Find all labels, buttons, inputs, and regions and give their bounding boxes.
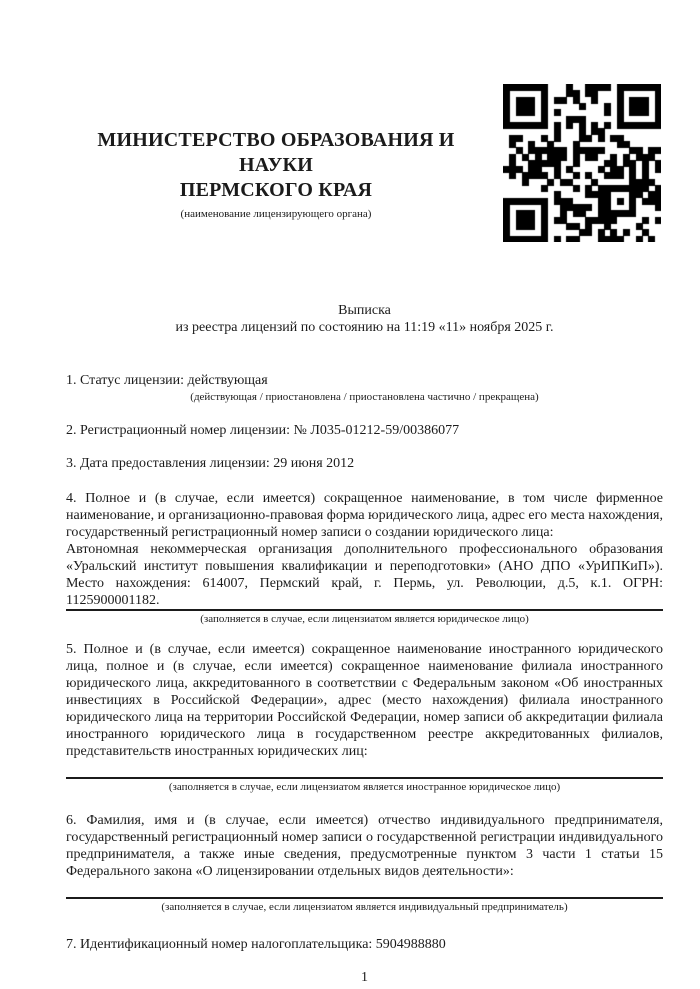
- item-text: 4. Полное и (в случае, если имеется) сокращенное наименование, в том числе фирменное наименование, и организационно-правовая форма юридического лица, адрес его места нахождения, государственный регистрационный номер записи о создании юридического лица:: [66, 491, 663, 540]
- item-caption: (заполняется в случае, если лицензиатом является иностранное юридическое лицо): [168, 781, 561, 793]
- form-item: [66, 936, 663, 953]
- item-text: 1. Статус лицензии: действующая: [66, 373, 268, 388]
- item-caption: (заполняется в случае, если лицензиатом является индивидуальный предприниматель): [161, 901, 568, 913]
- fill-in-rule: [66, 777, 663, 779]
- document-title-line2: из реестра лицензий по состоянию на 11:19 «11» ноября 2025 г.: [175, 320, 554, 335]
- ministry-name-line2: ПЕРМСКОГО КРАЯ: [179, 179, 373, 201]
- qr-code-icon: [503, 84, 661, 242]
- item-text: 3. Дата предоставления лицензии: 29 июня 2012: [66, 456, 355, 471]
- fill-in-rule: [66, 609, 663, 611]
- item-text: 7. Идентификационный номер налогоплательщика: 5904988880: [66, 937, 446, 952]
- form-item: [66, 490, 663, 626]
- form-item: [66, 812, 663, 914]
- item-text: 5. Полное и (в случае, если имеется) сокращенное наименование иностранного юридического лица, полное и (в случае, если имеется) сокращенное наименование филиала иностранного юридического лица, аккредитованного в соответствии с Федеральным законом «Об иностранных инвестициях в Российской Федерации», адрес (место нахождения) филиала иностранного юридического лица на территории Российской Федерации, номер записи об аккредитации филиала иностранного юридического лица в государственном реестре аккредитованных филиалов, представительств иностранных юридических лиц:: [66, 642, 663, 759]
- page-number: 1: [361, 970, 368, 985]
- document-title-line1: Выписка: [338, 303, 391, 318]
- items-list: [66, 372, 663, 953]
- form-item: [66, 641, 663, 794]
- form-item: [66, 372, 663, 404]
- item-caption: (заполняется в случае, если лицензиатом является юридическое лицо): [200, 613, 529, 625]
- licensing-authority-header: [66, 128, 486, 221]
- item-blank-field: [66, 760, 663, 777]
- document-title: [66, 302, 663, 336]
- item-text: 6. Фамилия, имя и (в случае, если имеется) отчество индивидуального предпринимателя, государственный регистрационный номер записи о государственной регистрации индивидуального предпринимателя, а также иные сведения, предусмотренные пунктом 3 части 1 статьи 15 Федерального закона «О лицензировании отдельных видов деятельности»:: [66, 813, 663, 879]
- fill-in-rule: [66, 897, 663, 899]
- document-body: [66, 302, 663, 986]
- item-caption: (действующая / приостановлена / приостановлена частично / прекращена): [190, 391, 539, 403]
- form-item: [66, 455, 663, 472]
- ministry-name-caption: (наименование лицензирующего органа): [180, 208, 372, 220]
- item-blank-field: [66, 880, 663, 897]
- item-value: Автономная некоммерческая организация дополнительного профессионального образования «Уральский институт повышения квалификации и переподготовки» (АНО ДПО «УрИПКиП»). Место нахождения: 614007, Пермский край, г. Пермь, ул. Революции, д.5, к.1. ОГРН: 1125900001182.: [66, 542, 663, 608]
- item-text: 2. Регистрационный номер лицензии: № Л035-01212-59/00386077: [66, 423, 460, 438]
- ministry-name-line1: МИНИСТЕРСТВО ОБРАЗОВАНИЯ И НАУКИ: [97, 129, 455, 176]
- form-item: [66, 422, 663, 439]
